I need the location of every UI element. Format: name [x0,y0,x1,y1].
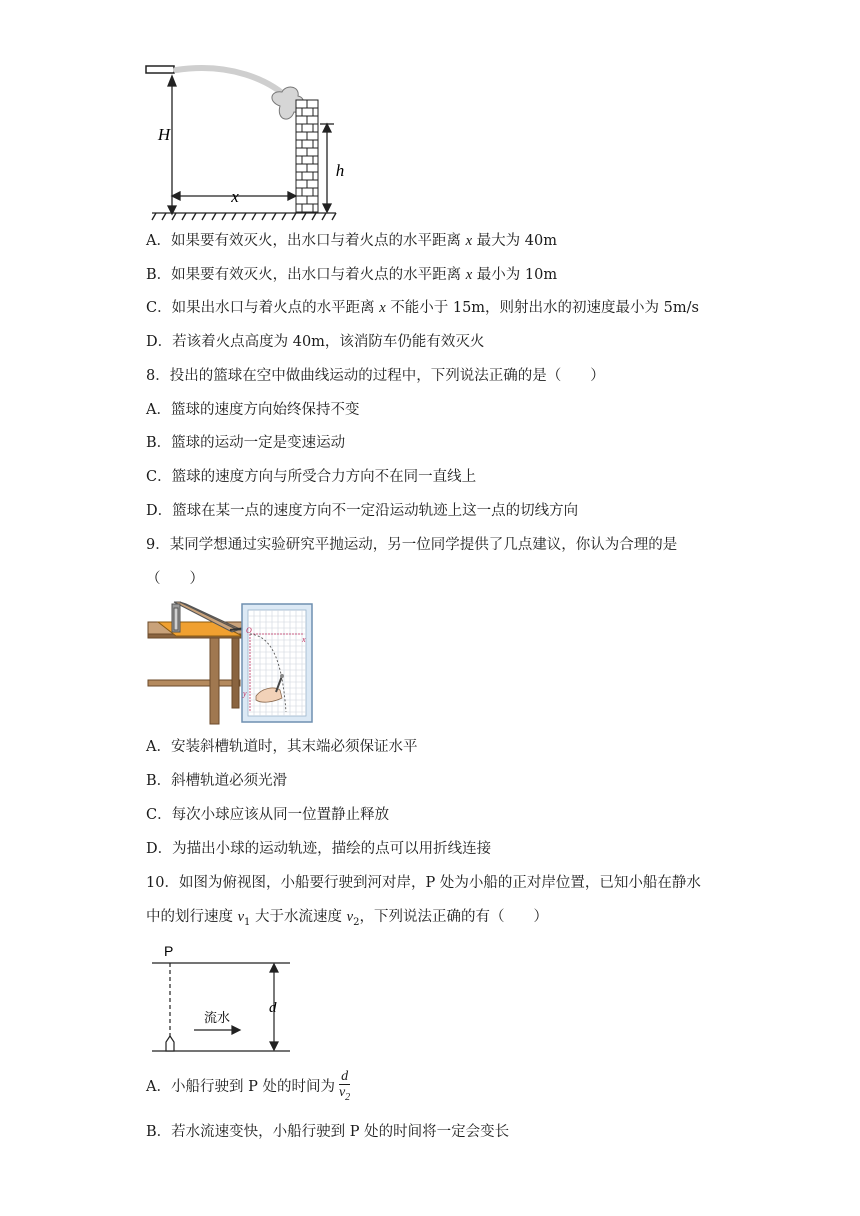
label-d: d [269,1000,277,1016]
label-o: O [246,626,252,635]
q9-option-d: D．为描出小球的运动轨迹，描绘的点可以用折线连接 [146,841,492,857]
label-H: H [157,125,171,144]
q9-stem-line1: 9．某同学想通过实验研究平抛运动，另一位同学提供了几点建议，你认为合理的是 [146,537,678,553]
figure-projectile-apparatus [146,600,316,726]
flow-arrow [194,1026,240,1034]
q9-stem-line2: （ ） [146,571,204,587]
figure-river-crossing [146,940,296,1058]
q8-stem: 8．投出的篮球在空中做曲线运动的过程中，下列说法正确的是（ ） [146,368,605,384]
q9-option-c: C．每次小球应该从同一位置静止释放 [146,807,390,823]
q8-option-a: A．篮球的速度方向始终保持不变 [146,402,360,418]
label-flow: 流水 [204,1011,231,1026]
label-P: P [164,943,174,959]
q8-option-c: C．篮球的速度方向与所受合力方向不在同一直线上 [146,469,477,485]
q7-option-c: C．如果出水口与着火点的水平距离 x 不能小于 15m，则射出水的初速度最小为 5m/s [146,300,699,316]
nozzle [146,66,174,73]
brick-wall [296,100,318,212]
q9-option-a: A．安装斜槽轨道时，其末端必须保证水平 [146,739,418,755]
label-x: x [231,187,239,206]
boat [166,1036,174,1051]
height-H-arrow [168,76,176,214]
figure-fire-hose [140,58,350,228]
ground [152,213,336,220]
label-x-axis: x [302,635,306,644]
q9-option-b: B．斜槽轨道必须光滑 [146,773,288,789]
q10-stem-line1: 10．如图为俯视图，小船要行驶到河对岸，P 处为小船的正对岸位置，已知小船在静水 [146,875,701,891]
grid-board [242,604,312,722]
q7-option-a: A．如果要有效灭火，出水口与着火点的水平距离 x 最大为 40m [146,233,557,249]
fraction-d-over-v2: $\frac{d}{v_2}$ [338,1069,351,1103]
q8-option-b: B．篮球的运动一定是变速运动 [146,435,346,451]
q10-option-a: A．小船行驶到 P 处的时间为 $\frac{d}{v_2}$ [146,1069,351,1103]
q10-stem-line2: 中的划行速度 $v_1$ 大于水流速度 $v_2$，下列说法正确的有（ ） [146,909,548,928]
label-y-axis: y [243,689,247,698]
q7-option-b: B．如果要有效灭火，出水口与着火点的水平距离 x 最小为 10m [146,267,558,283]
q10-option-b: B．若水流速变快，小船行驶到 P 处的时间将一定会变长 [146,1124,510,1140]
q8-option-d: D．篮球在某一点的速度方向不一定沿运动轨迹上这一点的切线方向 [146,503,579,519]
label-h: h [335,161,345,180]
height-h-arrow [320,124,334,212]
q7-option-d: D．若该着火点高度为 40m，该消防车仍能有效灭火 [146,334,485,350]
table [148,622,242,724]
